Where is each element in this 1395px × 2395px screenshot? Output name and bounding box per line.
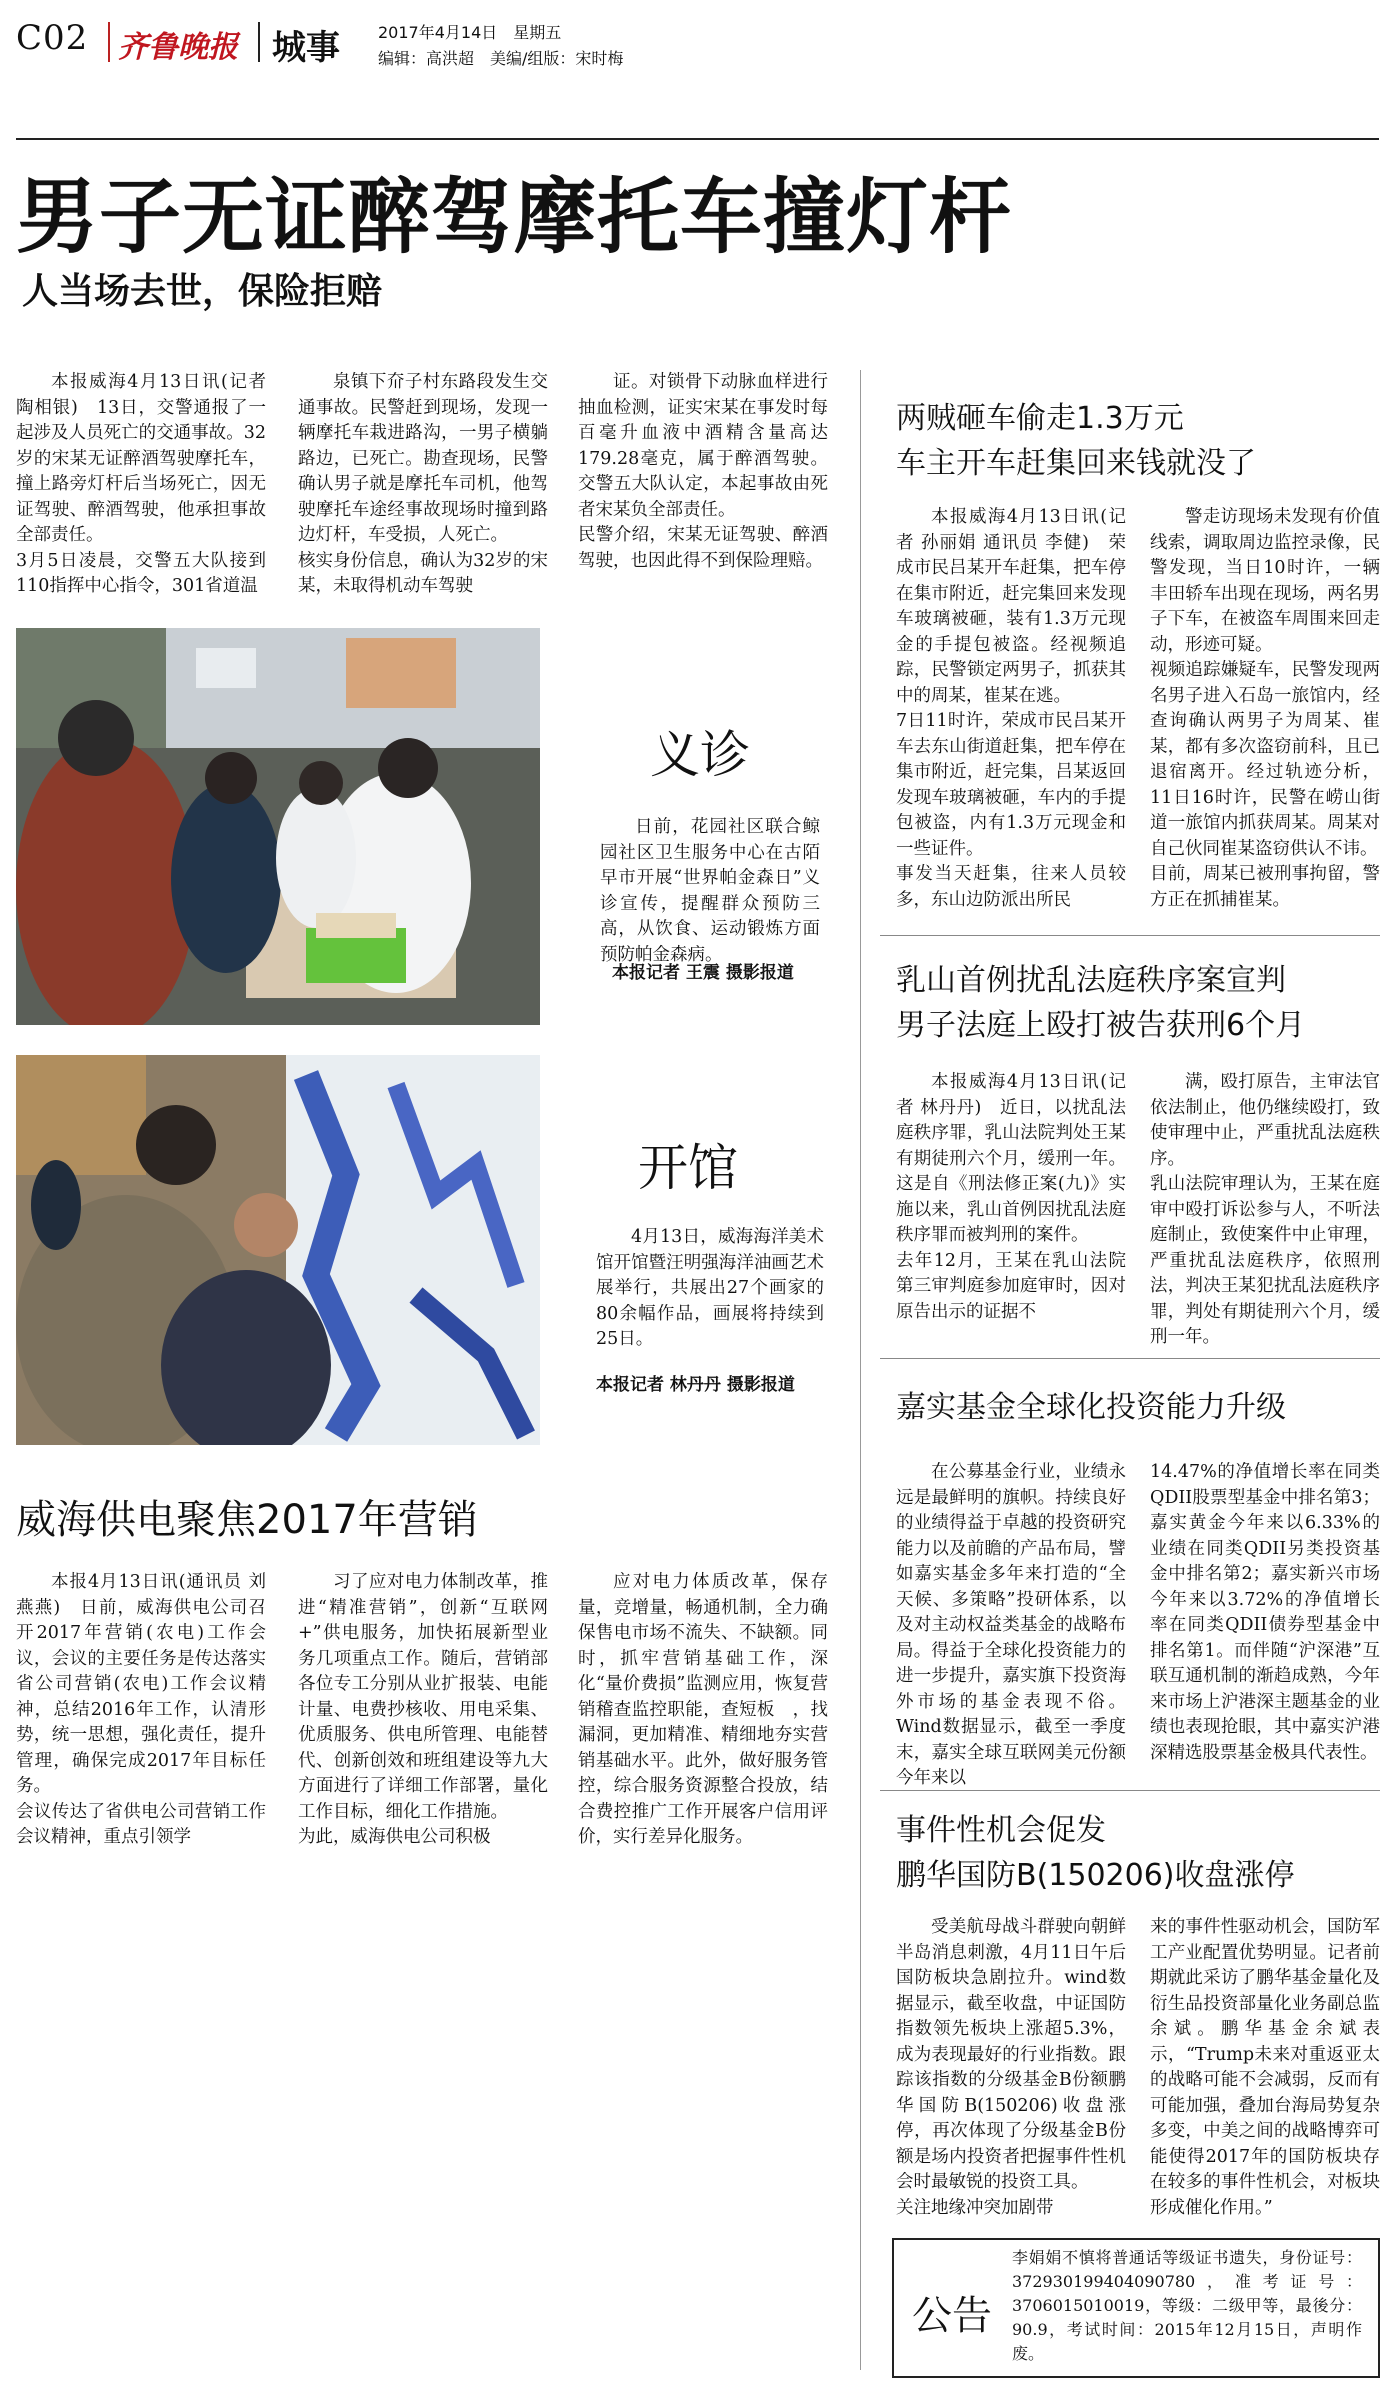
power-col-2: 习了应对电力体制改革，推进“精准营销”，创新“互联网+”供电服务，加快拓展新型业务几项重点工作。随后，营销部各位专工分别从业扩报装、电能计量、电费抄核收、用电采集、优质服务、供电所管理、电能替代、创新创效和班组建设等九大方面进行了详细工作部署，量化工作目标，细化工作措施。 为此，威海供电公司积极 bbox=[298, 1572, 548, 1847]
fund-col-2: 14.47%的净值增长率在同类QDII股票型基金中排名第3；嘉实黄金今年来以6.33%的业绩在同类QDII另类投资基金中排名第2；嘉实新兴市场今年来以3.72%的净值增长率在同类QDII债券型基金中排名第1。而伴随“沪深港”互联互通机制的渐趋成熟，今年来市场上沪港深主题基金的业绩也表现抢眼，其中嘉实沪港深精选股票基金极具代表性。 bbox=[1150, 1462, 1380, 1763]
court-col-1: 本报威海4月13日讯(记者 林丹丹) 近日，以扰乱法庭秩序罪，乳山法院判处王某有期徒刑六个月，缓刑一年。这是自《刑法修正案(九)》实施以来，乳山首例因扰乱法庭秩序罪而被判刑的案件。 去年12月，王某在乳山法院第三审判庭参加庭审时，因对原告出示的证据不 bbox=[896, 1072, 1126, 1322]
right-column-rule bbox=[860, 370, 861, 2370]
section-name: 城事 bbox=[272, 28, 340, 68]
clinic-body: 日前，花园社区联合鲸园社区卫生服务中心在古陌早市开展“世界帕金森日”义诊宣传，提醒群众预防三高，从饮食、运动锻炼方面预防帕金森病。 bbox=[600, 817, 820, 965]
header-divider-1 bbox=[108, 22, 110, 62]
clinic-credit: 本报记者 王震 摄影报道 bbox=[612, 963, 794, 983]
date-line: 2017年4月14日 星期五 bbox=[378, 23, 562, 42]
header-divider-2 bbox=[258, 22, 260, 62]
lead-subheadline: 人当场去世，保险拒赔 bbox=[22, 271, 383, 312]
power-col-1: 本报4月13日讯(通讯员 刘燕燕) 日前，威海供电公司召开2017年营销(农电)工作会议，会议的主要任务是传达落实省公司营销(农电)工作会议精神，总结2016年工作，认清形势，统一思想，强化责任，提升管理，确保完成2017年目标任务。 会议传达了省供电公司营销工作会议精神，重点引领学 bbox=[16, 1572, 266, 1847]
lead-col-3: 证。对锁骨下动脉血样进行抽血检测，证实宋某在事发时每百毫升血液中酒精含量高达179.28毫克，属于醉酒驾驶。交警五大队认定，本起事故由死者宋某负全部责任。 民警介绍，宋某无证驾驶、醉酒驾驶，也因此得不到保险理赔。 bbox=[578, 372, 828, 571]
lead-col-1: 本报威海4月13日讯(记者 陶相银) 13日，交警通报了一起涉及人员死亡的交通事故。32岁的宋某无证醉酒驾驶摩托车，撞上路旁灯杆后当场死亡，因无证驾驶、醉酒驾驶，他承担事故全部责任。 3月5日凌晨，交警五大队接到110指挥中心指令，301省道温 bbox=[16, 372, 266, 596]
notice-box bbox=[892, 2238, 1380, 2378]
court-bottom-rule bbox=[880, 1358, 1380, 1359]
opening-credit: 本报记者 林丹丹 摄影报道 bbox=[596, 1375, 795, 1395]
clinic-photo-illustration bbox=[16, 628, 540, 1025]
opening-photo-illustration bbox=[16, 1055, 540, 1445]
fund-headline: 嘉实基金全球化投资能力升级 bbox=[896, 1390, 1286, 1425]
court-headline-1: 乳山首例扰乱法庭秩序案宣判 bbox=[896, 963, 1286, 998]
court-col-2: 满，殴打原告，主审法官依法制止，他仍继续殴打，致使审理中止，严重扰乱法庭秩序。 乳山法院审理认为，王某在庭审中殴打诉讼参与人，不听法庭制止，致使案件中止审理，严重扰乱法庭秩序，依照刑法，判决王某犯扰乱法庭秩序罪，判处有期徒刑六个月，缓刑一年。 bbox=[1150, 1072, 1380, 1347]
thieves-bottom-rule bbox=[880, 935, 1380, 936]
thieves-headline-1: 两贼砸车偷走1.3万元 bbox=[896, 401, 1184, 436]
opening-photo bbox=[16, 1055, 540, 1445]
power-col-3: 应对电力体质改革，保存量，竞增量，畅通机制，全力确保售电市场不流失、不缺额。同时，抓牢营销基础工作，深化“量价费损”监测应用，恢复营销稽查监控职能，查短板 ，找漏洞，更加精准、精细地夯实营销基础水平。此外，做好服务管控，综合服务资源整合投放，结合费控推广工作开展客户信用评价，实行差异化服务。 bbox=[578, 1572, 828, 1847]
opening-title: 开馆 bbox=[638, 1139, 738, 1197]
defense-headline-2: 鹏华国防B(150206)收盘涨停 bbox=[896, 1858, 1295, 1893]
thieves-headline-2: 车主开车赶集回来钱就没了 bbox=[896, 446, 1256, 481]
lead-col-2: 泉镇下夼子村东路段发生交通事故。民警赶到现场，发现一辆摩托车栽进路沟，一男子横躺路边，已死亡。勘查现场，民警确认男子就是摩托车司机，他驾驶摩托车途经事故现场时撞到路边灯杆，车受损，人死亡。 核实身份信息，确认为32岁的宋某，未取得机动车驾驶 bbox=[298, 372, 548, 596]
notice-body: 李娟娟不慎将普通话等级证书遗失，身份证号：372930199404090780，准考证号：3706015010019，等级：二级甲等，最後分：90.9，考试时间：2015年12月15日，声明作废。 bbox=[1012, 2248, 1362, 2363]
paper-logo: 齐鲁晚报 bbox=[118, 30, 238, 65]
header-rule bbox=[16, 138, 1379, 140]
clinic-title: 义诊 bbox=[650, 726, 750, 784]
opening-body: 4月13日，威海海洋美术馆开馆暨汪明强海洋油画艺术展举行，共展出27个画家的80余幅作品，画展将持续到25日。 bbox=[596, 1227, 824, 1349]
defense-col-1: 受美航母战斗群驶向朝鲜半岛消息刺激，4月11日午后国防板块急剧拉升。wind数据显示，截至收盘，中证国防指数领先板块上涨超5.3%，成为表现最好的行业指数。跟踪该指数的分级基金B份额鹏华国防B(150206)收盘涨停，再次体现了分级基金B份额是场内投资者把握事件性机会时最敏锐的投资工具。 关注地缘冲突加剧带 bbox=[896, 1917, 1126, 2218]
lead-headline: 男子无证醉驾摩托车撞灯杆 bbox=[16, 170, 1013, 265]
notice-label: 公告 bbox=[912, 2293, 992, 2339]
thieves-col-2: 警走访现场未发现有价值线索，调取周边监控录像，民警发现，当日10时许，一辆丰田轿车出现在现场，两名男子下车，在被盗车周围来回走动，形迹可疑。 视频追踪嫌疑车，民警发现两名男子进入石岛一旅馆内，经查询确认两男子为周某、崔某，都有多次盗窃前科，且已退宿离开。经过轨迹分析，11日16时许，民警在崂山街道一旅馆内抓获周某。周某对自己伙同崔某盗窃供认不讳。 目前，周某已被刑事拘留，警方正在抓捕崔某。 bbox=[1150, 507, 1380, 910]
court-headline-2: 男子法庭上殴打被告获刑6个月 bbox=[896, 1008, 1306, 1043]
staff-line: 编辑：高洪超 美编/组版：宋时梅 bbox=[378, 49, 624, 68]
defense-col-2: 来的事件性驱动机会，国防军工产业配置优势明显。记者前期就此采访了鹏华基金量化及衍生品投资部量化业务副总监余斌。鹏华基金余斌表示，“Trump未来对重返亚太的战略可能不会减弱，反而有可能加强，叠加台海局势复杂多变，中美之间的战略博弈可能使得2017年的国防板块存在较多的事件性机会，对板块形成催化作用。” bbox=[1150, 1917, 1380, 2218]
clinic-photo bbox=[16, 628, 540, 1025]
defense-headline-1: 事件性机会促发 bbox=[896, 1813, 1106, 1848]
thieves-col-1: 本报威海4月13日讯(记者 孙丽娟 通讯员 李健) 荣成市民吕某开车赶集，把车停在集市附近，赶完集回来发现车玻璃被砸，装有1.3万元现金的手提包被盗。经视频追踪，民警锁定两男子，抓获其中的周某，崔某在逃。 7日11时许，荣成市民吕某开车去东山街道赶集，把车停在集市附近，赶完集，吕某返回发现车玻璃被砸，车内的手提包被盗，内有1.3万元现金和一些证件。 事发当天赶集，往来人员较多，东山边防派出所民 bbox=[896, 507, 1126, 910]
power-headline: 威海供电聚焦2017年营销 bbox=[16, 1497, 478, 1543]
fund-col-1: 在公募基金行业，业绩永远是最鲜明的旗帜。持续良好的业绩得益于卓越的投资研究能力以及前瞻的产品布局，譬如嘉实基金多年来打造的“全天候、多策略”投研体系，以及对主动权益类基金的战略布局。得益于全球化投资能力的进一步提升，嘉实旗下投资海外市场的基金表现不俗。Wind数据显示，截至一季度末，嘉实全球互联网美元份额今年来以 bbox=[896, 1462, 1126, 1788]
fund-bottom-rule bbox=[880, 1790, 1380, 1791]
page-code: C02 bbox=[16, 18, 89, 58]
